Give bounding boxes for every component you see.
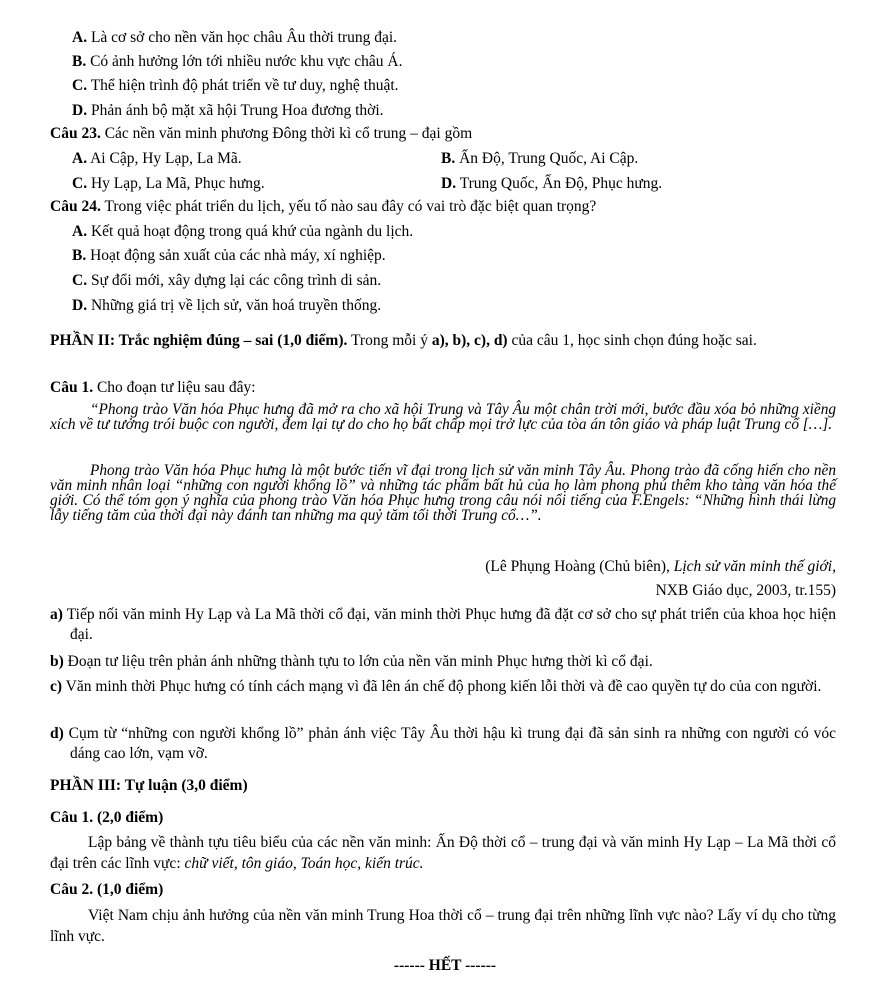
q24-stem: Câu 24. Trong việc phát triển du lịch, yếu tố nào sau đây có vai trò đặc biệt quan trọng?: [50, 198, 597, 215]
part3-q2-text: Việt Nam chịu ảnh hưởng của nền văn minh Trung Hoa thời cổ – trung đại trên những lĩnh vực nào? Lấy ví dụ cho từng lĩnh vực.: [50, 907, 836, 945]
q24-option-c: C. Sự đổi mới, xây dựng lại các công trình di sản.: [72, 272, 382, 289]
statement-d: d) Cụm từ “những con người khổng lồ” phản ánh việc Tây Âu thời hậu kì trung đại đã sản sinh ra những con người có vóc dáng cao lớn, vạm vỡ.: [50, 725, 837, 762]
statement-b: b) Đoạn tư liệu trên phản ánh những thành tựu to lớn của nền văn minh Phục hưng thời kì cổ đại.: [50, 653, 653, 670]
q23-option-b: B. Ấn Độ, Trung Quốc, Ai Cập.: [441, 150, 639, 167]
q23-option-d: D. Trung Quốc, Ấn Độ, Phục hưng.: [441, 175, 663, 192]
part2-heading: PHẦN II: Trắc nghiệm đúng – sai (1,0 điểm). Trong mỗi ý a), b), c), d) của câu 1, học sinh chọn đúng hoặc sai.: [50, 332, 757, 349]
part3-q1-text: Lập bảng về thành tựu tiêu biểu của các nền văn minh: Ấn Độ thời cổ – trung đại và văn minh Hy Lạp – La Mã thời cổ đại trên các lĩnh vực: chữ viết, tôn giáo, Toán học, kiến trúc.: [50, 834, 836, 872]
q23-stem: Câu 23. Các nền văn minh phương Đông thời kì cổ trung – đại gồm: [50, 125, 473, 142]
q24-option-b: B. Hoạt động sản xuất của các nhà máy, xí nghiệp.: [72, 247, 386, 264]
q24-option-d: D. Những giá trị về lịch sử, văn hoá truyền thống.: [72, 297, 382, 314]
quote-paragraph-2: Phong trào Văn hóa Phục hưng là một bước tiến vĩ đại trong lịch sử văn minh Tây Âu. Phong trào đã cống hiến cho nền văn minh nhân loại “những con người khổng lồ” và những tác phẩm bất hủ của họ làm phong phú thêm kho tàng văn hóa thế giới. Có thể tóm gọn ý nghĩa của phong trào Văn hóa Phục hưng trong câu nói nổi tiếng của F.Engels: “Những hình thái lừng lẫy tiếng tăm của thời đại này đánh tan những ma quỷ tăm tối thời Trung cổ…”.: [50, 462, 836, 524]
q24-option-a: A. Kết quả hoạt động trong quá khứ của ngành du lịch.: [72, 223, 414, 240]
q22-option-b: B. Có ảnh hưởng lớn tới nhiều nước khu vực châu Á.: [72, 53, 403, 70]
part2-q1-stem: Câu 1. Cho đoạn tư liệu sau đây:: [50, 379, 256, 396]
statement-a: a) Tiếp nối văn minh Hy Lạp và La Mã thời cổ đại, văn minh thời Phục hưng đã đặt cơ sở cho sự phát triển của khoa học hiện đại.: [50, 606, 836, 643]
statement-c: c) Văn minh thời Phục hưng có tính cách mạng vì đã lên án chế độ phong kiến lỗi thời và đề cao quyền tự do của con người.: [50, 678, 822, 695]
q23-option-c: C. Hy Lạp, La Mã, Phục hưng.: [72, 175, 265, 192]
end-mark: ------ HẾT ------: [393, 957, 497, 974]
part3-q1-label: Câu 1. (2,0 điểm): [50, 809, 164, 826]
part3-q2-label: Câu 2. (1,0 điểm): [50, 881, 164, 898]
source-citation-line-1: (Lê Phụng Hoàng (Chủ biên), Lịch sử văn minh thế giới,: [485, 558, 836, 575]
source-citation-line-2: NXB Giáo dục, 2003, tr.155): [655, 582, 836, 599]
q22-option-c: C. Thể hiện trình độ phát triển về tư duy, nghệ thuật.: [72, 77, 399, 94]
q23-option-a: A. Ai Cập, Hy Lạp, La Mã.: [72, 150, 242, 167]
quote-paragraph-1: “Phong trào Văn hóa Phục hưng đã mở ra cho xã hội Trung và Tây Âu một chân trời mới, bước đầu xóa bỏ những xiềng xích về tư tưởng trói buộc con người, đem lại tự do cho họ bất chấp mọi trở lực của tòa án tôn giáo và pháp luật Trung cổ […].: [50, 401, 836, 433]
q22-option-a: A. Là cơ sở cho nền văn học châu Âu thời trung đại.: [72, 29, 398, 46]
q22-option-d: D. Phản ánh bộ mặt xã hội Trung Hoa đương thời.: [72, 102, 384, 119]
part3-heading: PHẦN III: Tự luận (3,0 điểm): [50, 777, 248, 794]
